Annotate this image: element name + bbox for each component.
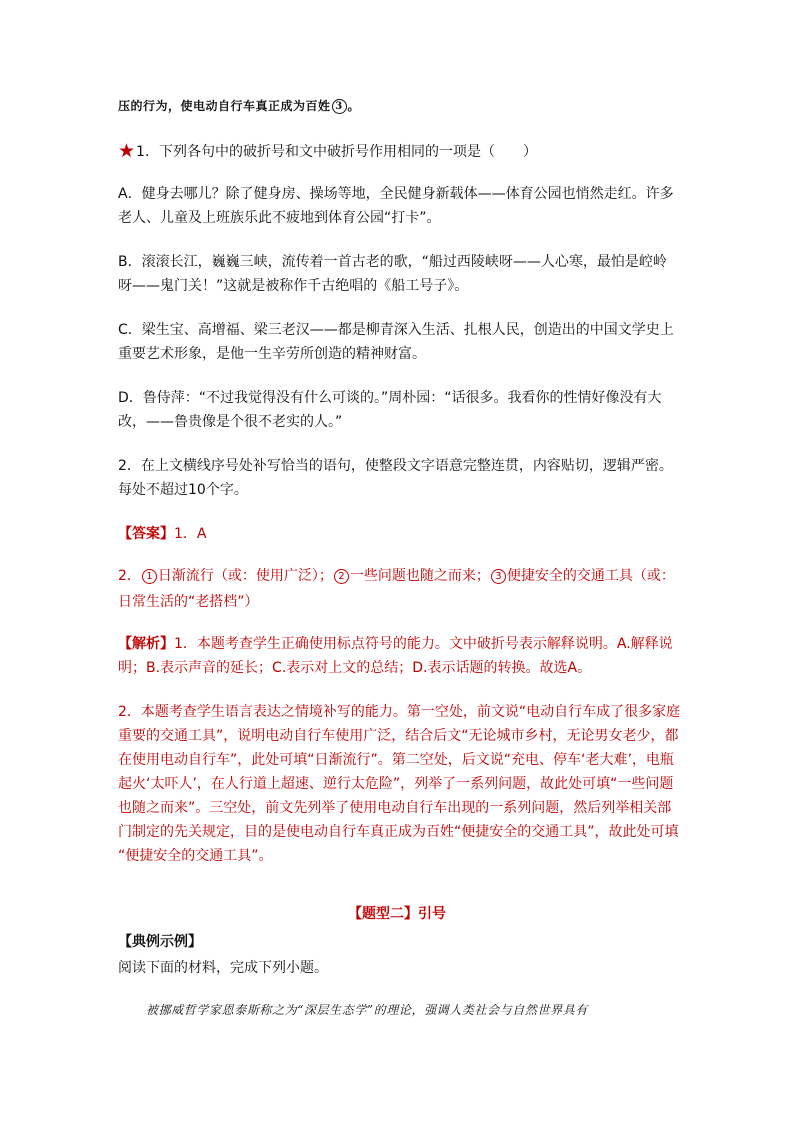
option-d-line-1: D．鲁侍萍：“不过我觉得没有什么可谈的。”周朴园：“话很多。我看你的性情好像没有大 — [118, 390, 662, 406]
answer-tag: 【答案】 — [118, 526, 174, 542]
option-c-line-2: 重要艺术形象，是他一生辛劳所创造的精神财富。 — [118, 346, 426, 362]
analysis-2-line-5: 也随之而来”。三空处，前文先列举了使用电动自行车出现的一系列问题，然后列举相关部 — [118, 800, 672, 816]
analysis-2-line-6: 门制定的先关规定，目的是使电动自行车真正成为百姓“便捷安全的交通工具”，故此处可填 — [118, 824, 679, 840]
option-a-line-2: 老人、儿童及上班族乐此不疲地到体育公园“打卡”。 — [118, 210, 441, 226]
analysis-line-2: 明；B.表示声音的延长；C.表示对上文的总结；D.表示话题的转换。故选A。 — [118, 660, 592, 676]
top-continuation-line: 压的行为，使电动自行车真正成为百姓 3 。 — [118, 99, 361, 113]
answer-2-line-2: 日常生活的“老搭档”） — [118, 594, 259, 610]
option-b-line-1: B．滚滚长江，巍巍三峡，流传着一首古老的歌，“船过西陵峡呀——人心寒，最怕是崆岭 — [118, 254, 667, 270]
analysis-2-line-4: 起火‘太吓人’，在人行道上超速、逆行太危险”，列举了一系列问题，故此处可填“一些问题 — [118, 776, 674, 792]
question-2-line-2: 每处不超过10个字。 — [118, 482, 248, 498]
answer-2-line-1: 2． 1 日渐流行（或：使用广泛）； 2 一些问题也随之而来； 3 便捷安全的交通工具（或： — [118, 568, 675, 584]
star-icon: ★ — [118, 140, 136, 162]
section-tag: 【题型二】 — [348, 906, 418, 922]
analysis-2-line-3: 在使用电动自行车”，此处可填“日渐流行”。第二空处，后文说“充电、停车‘老大难’，电瓶 — [118, 752, 674, 768]
option-a-line-1: A．健身去哪儿？除了健身房、操场等地，全民健身新载体——体育公园也悄然走红。许多 — [118, 186, 674, 202]
example-heading: 【典例示例】 — [118, 934, 202, 950]
analysis-2-line-1: 2．本题考查学生语言表达之情境补写的能力。第一空处，前文说“电动自行车成了很多家庭 — [118, 704, 681, 720]
answer-line: 【答案】1．A — [118, 526, 207, 542]
section-heading — [0, 904, 794, 924]
circled-number-3: 3 — [332, 99, 347, 114]
question-1: ★1．下列各句中的破折号和文中破折号作用相同的一项是（ ） — [118, 140, 537, 162]
analysis-line-1: 【解析】1．本题考查学生正确使用标点符号的能力。文中破折号表示解释说明。A.解释说 — [118, 636, 673, 652]
option-d-line-2: 改，——鲁贵像是个很不老实的人。” — [118, 414, 343, 430]
analysis-2-line-2: 重要的交通工具”，说明电动自行车使用广泛，结合后文“无论城市乡村，无论男女老少，都 — [118, 728, 679, 744]
circled-number-1: 1 — [142, 569, 157, 584]
passage-first-line: 被挪威哲学家恩泰斯称之为“深层生态学”的理论，强调人类社会与自然世界具有 — [146, 1003, 588, 1017]
section-title: 引号 — [418, 906, 446, 922]
option-c-line-1: C．梁生宝、高增福、梁三老汉——都是柳青深入生活、扎根人民，创造出的中国文学史上 — [118, 322, 674, 338]
option-b-line-2: 呀——鬼门关！”这就是被称作千古绝唱的《船工号子》。 — [118, 278, 469, 294]
circled-number-2: 2 — [334, 569, 349, 584]
circled-number-3: 3 — [491, 569, 506, 584]
analysis-tag: 【解析】 — [118, 636, 174, 652]
analysis-2-line-7: “便捷安全的交通工具”。 — [118, 848, 273, 864]
example-intro: 阅读下面的材料，完成下列小题。 — [118, 960, 328, 976]
question-2-line-1: 2．在上文横线序号处补写恰当的语句，使整段文字语意完整连贯，内容贴切，逻辑严密。 — [118, 458, 673, 474]
